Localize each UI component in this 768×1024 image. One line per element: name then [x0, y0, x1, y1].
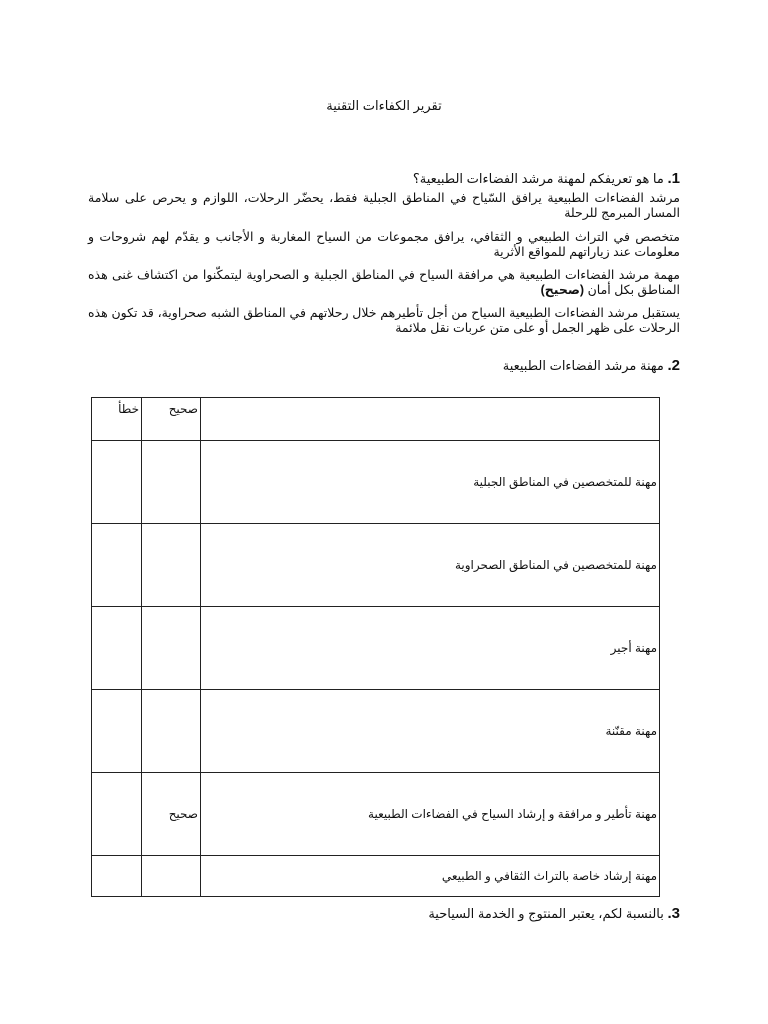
document-title: تقرير الكفاءات التقنية [326, 98, 442, 113]
row-false-cell[interactable] [92, 773, 142, 856]
row-true-cell[interactable] [142, 524, 201, 607]
row-false-cell[interactable] [92, 856, 142, 897]
row-statement: مهنة للمتخصصين في المناطق الجبلية [201, 441, 660, 524]
row-statement: مهنة للمتخصصين في المناطق الصحراوية [201, 524, 660, 607]
answer-1: مرشد الفضاءات الطبيعية يرافق السّياح في المناطق الجبلية فقط، يحضّر الرحلات، اللوازم و يحرص على سلامة المسار المبرمج للرحلة [88, 191, 680, 220]
table-row [92, 607, 660, 690]
true-false-table [91, 397, 660, 897]
question-2 [503, 357, 680, 374]
table-row [92, 441, 660, 524]
answer-3-mark: (صحيح) [540, 283, 585, 297]
row-statement: مهنة إرشاد خاصة بالتراث الثقافي و الطبيعي [201, 856, 660, 897]
question-1 [413, 170, 680, 187]
table-header-true: صحيح [142, 398, 201, 441]
table-row [92, 856, 660, 897]
row-true-cell[interactable] [142, 607, 201, 690]
row-statement: مهنة تأطير و مرافقة و إرشاد السياح في الفضاءات الطبيعية [201, 773, 660, 856]
row-true-cell[interactable] [142, 856, 201, 897]
row-statement: مهنة أجير [201, 607, 660, 690]
table-header-false: خطأ [92, 398, 142, 441]
question-3-number: 3. [667, 905, 680, 922]
table-row [92, 773, 660, 856]
row-statement: مهنة مقنّنة [201, 690, 660, 773]
row-true-cell[interactable]: صحيح [142, 773, 201, 856]
row-false-cell[interactable] [92, 690, 142, 773]
row-true-cell[interactable] [142, 690, 201, 773]
question-2-text: مهنة مرشد الفضاءات الطبيعية [502, 358, 664, 373]
row-false-cell[interactable] [92, 524, 142, 607]
table-header-statement [201, 398, 660, 441]
answer-3-text: مهمة مرشد الفضاءات الطبيعية هي مرافقة السياح في المناطق الجبلية و الصحراوية ليتمكّنوا من اكتشاف غنى هذه المناطق بكل أمان [88, 268, 680, 297]
row-true-cell[interactable] [142, 441, 201, 524]
row-false-cell[interactable] [92, 441, 142, 524]
question-3 [428, 905, 680, 922]
question-3-text: بالنسبة لكم، يعتبر المنتوج و الخدمة السياحية [428, 906, 664, 921]
question-1-number: 1. [667, 170, 680, 187]
table-row [92, 524, 660, 607]
table-header-row [92, 398, 660, 441]
answer-3 [88, 268, 680, 298]
answer-4: يستقبل مرشد الفضاءات الطبيعية السياح من أجل تأطيرهم خلال رحلاتهم في المناطق الشبه صحراوية، قد تكون هذه الرحلات على ظهر الجمل أو على متن عربات نقل ملائمة [88, 306, 680, 335]
question-2-number: 2. [667, 357, 680, 374]
row-false-cell[interactable] [92, 607, 142, 690]
question-1-text: ما هو تعريفكم لمهنة مرشد الفضاءات الطبيعية؟ [412, 171, 664, 186]
table-row [92, 690, 660, 773]
answer-2: متخصص في التراث الطبيعي و الثقافي، يرافق مجموعات من السياح المغاربة و الأجانب و يقدّم لهم شروحات و معلومات عند زياراتهم للمواقع الأثرية [88, 230, 680, 259]
